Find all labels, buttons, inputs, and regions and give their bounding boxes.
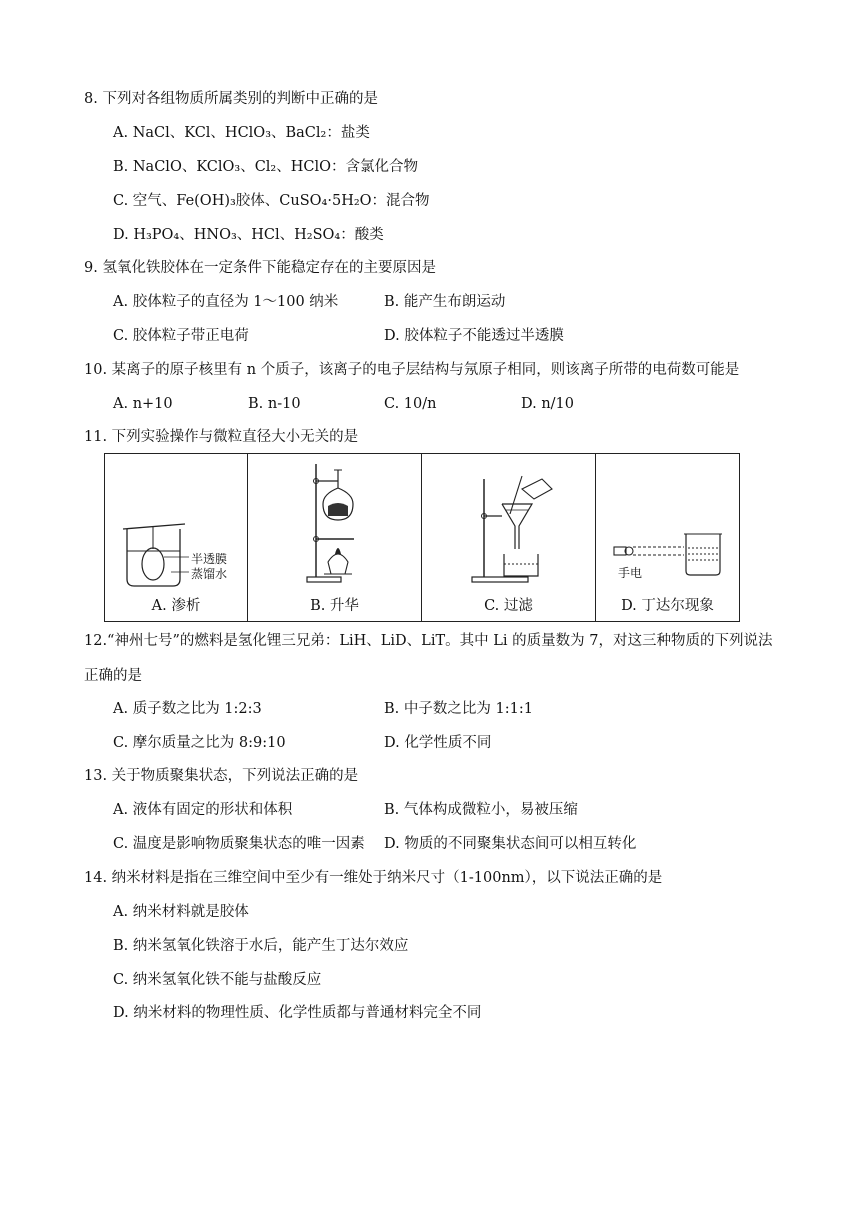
- q9-option-a: A. 胶体粒子的直径为 1～100 纳米: [113, 294, 339, 310]
- q12-option-c: C. 摩尔质量之比为 8:9:10: [113, 735, 286, 751]
- q9-stem: 9. 氢氧化铁胶体在一定条件下能稳定存在的主要原因是: [84, 260, 436, 276]
- q8-stem: 8. 下列对各组物质所属类别的判断中正确的是: [84, 91, 378, 107]
- q10-stem: 10. 某离子的原子核里有 n 个质子，该离子的电子层结构与氖原子相同，则该离子所带的电荷数可能是: [84, 362, 740, 378]
- caption-d: D. 丁达尔现象: [621, 598, 714, 614]
- q14-option-b: B. 纳米氢氧化铁溶于水后，能产生丁达尔效应: [113, 938, 409, 954]
- q11-stem: 11. 下列实验操作与微粒直径大小无关的是: [84, 429, 359, 445]
- q8-option-d: D. H₃PO₄、HNO₃、HCl、H₂SO₄：酸类: [113, 227, 384, 243]
- q11-figure-table: [104, 453, 740, 622]
- q10-option-a: A. n+10: [113, 396, 173, 412]
- q10-option-c: C. 10/n: [384, 396, 437, 412]
- q14-option-c: C. 纳米氢氧化铁不能与盐酸反应: [113, 972, 322, 988]
- q9-option-b: B. 能产生布朗运动: [384, 294, 506, 310]
- q13-stem: 13. 关于物质聚集状态，下列说法正确的是: [84, 768, 359, 784]
- q8-option-b: B. NaClO、KClO₃、Cl₂、HClO：含氯化合物: [113, 159, 419, 175]
- q12-option-b: B. 中子数之比为 1:1:1: [384, 701, 533, 717]
- q10-option-b: B. n-10: [248, 396, 301, 412]
- q13-option-c: C. 温度是影响物质聚集状态的唯一因素: [113, 836, 365, 852]
- figure-dialysis: [105, 454, 248, 621]
- caption-a: A. 渗析: [151, 598, 201, 614]
- q9-option-d: D. 胶体粒子不能透过半透膜: [384, 328, 564, 344]
- q8-option-c: C. 空气、Fe(OH)₃胶体、CuSO₄·5H₂O：混合物: [113, 193, 430, 209]
- flashlight-label: 手电: [618, 566, 643, 580]
- caption-c: C. 过滤: [484, 598, 533, 614]
- q13-option-b: B. 气体构成微粒小，易被压缩: [384, 802, 578, 818]
- q14-option-a: A. 纳米材料就是胶体: [113, 904, 249, 920]
- caption-b: B. 升华: [310, 598, 359, 614]
- q12-stem-line1: 12.“神州七号”的燃料是氢化锂三兄弟：LiH、LiD、LiT。其中 Li 的质量数为 7，对这三种物质的下列说法: [84, 633, 773, 649]
- q14-stem: 14. 纳米材料是指在三维空间中至少有一维处于纳米尺寸（1-100nm），以下说法正确的是: [84, 870, 663, 886]
- q12-option-d: D. 化学性质不同: [384, 735, 492, 751]
- q12-option-a: A. 质子数之比为 1:2:3: [113, 701, 262, 717]
- membrane-label: 半透膜: [191, 552, 228, 566]
- figure-filtration: [422, 454, 596, 621]
- q10-option-d: D. n/10: [521, 396, 575, 412]
- figure-tyndall: [596, 454, 739, 621]
- q8-option-a: A. NaCl、KCl、HClO₃、BaCl₂：盐类: [113, 125, 370, 141]
- q12-stem-line2: 正确的是: [84, 668, 142, 684]
- water-label: 蒸馏水: [191, 567, 228, 581]
- q14-option-d: D. 纳米材料的物理性质、化学性质都与普通材料完全不同: [113, 1005, 482, 1021]
- figure-sublimation: [248, 454, 422, 621]
- q9-option-c: C. 胶体粒子带正电荷: [113, 328, 249, 344]
- q13-option-d: D. 物质的不同聚集状态间可以相互转化: [384, 836, 637, 852]
- q13-option-a: A. 液体有固定的形状和体积: [113, 802, 293, 818]
